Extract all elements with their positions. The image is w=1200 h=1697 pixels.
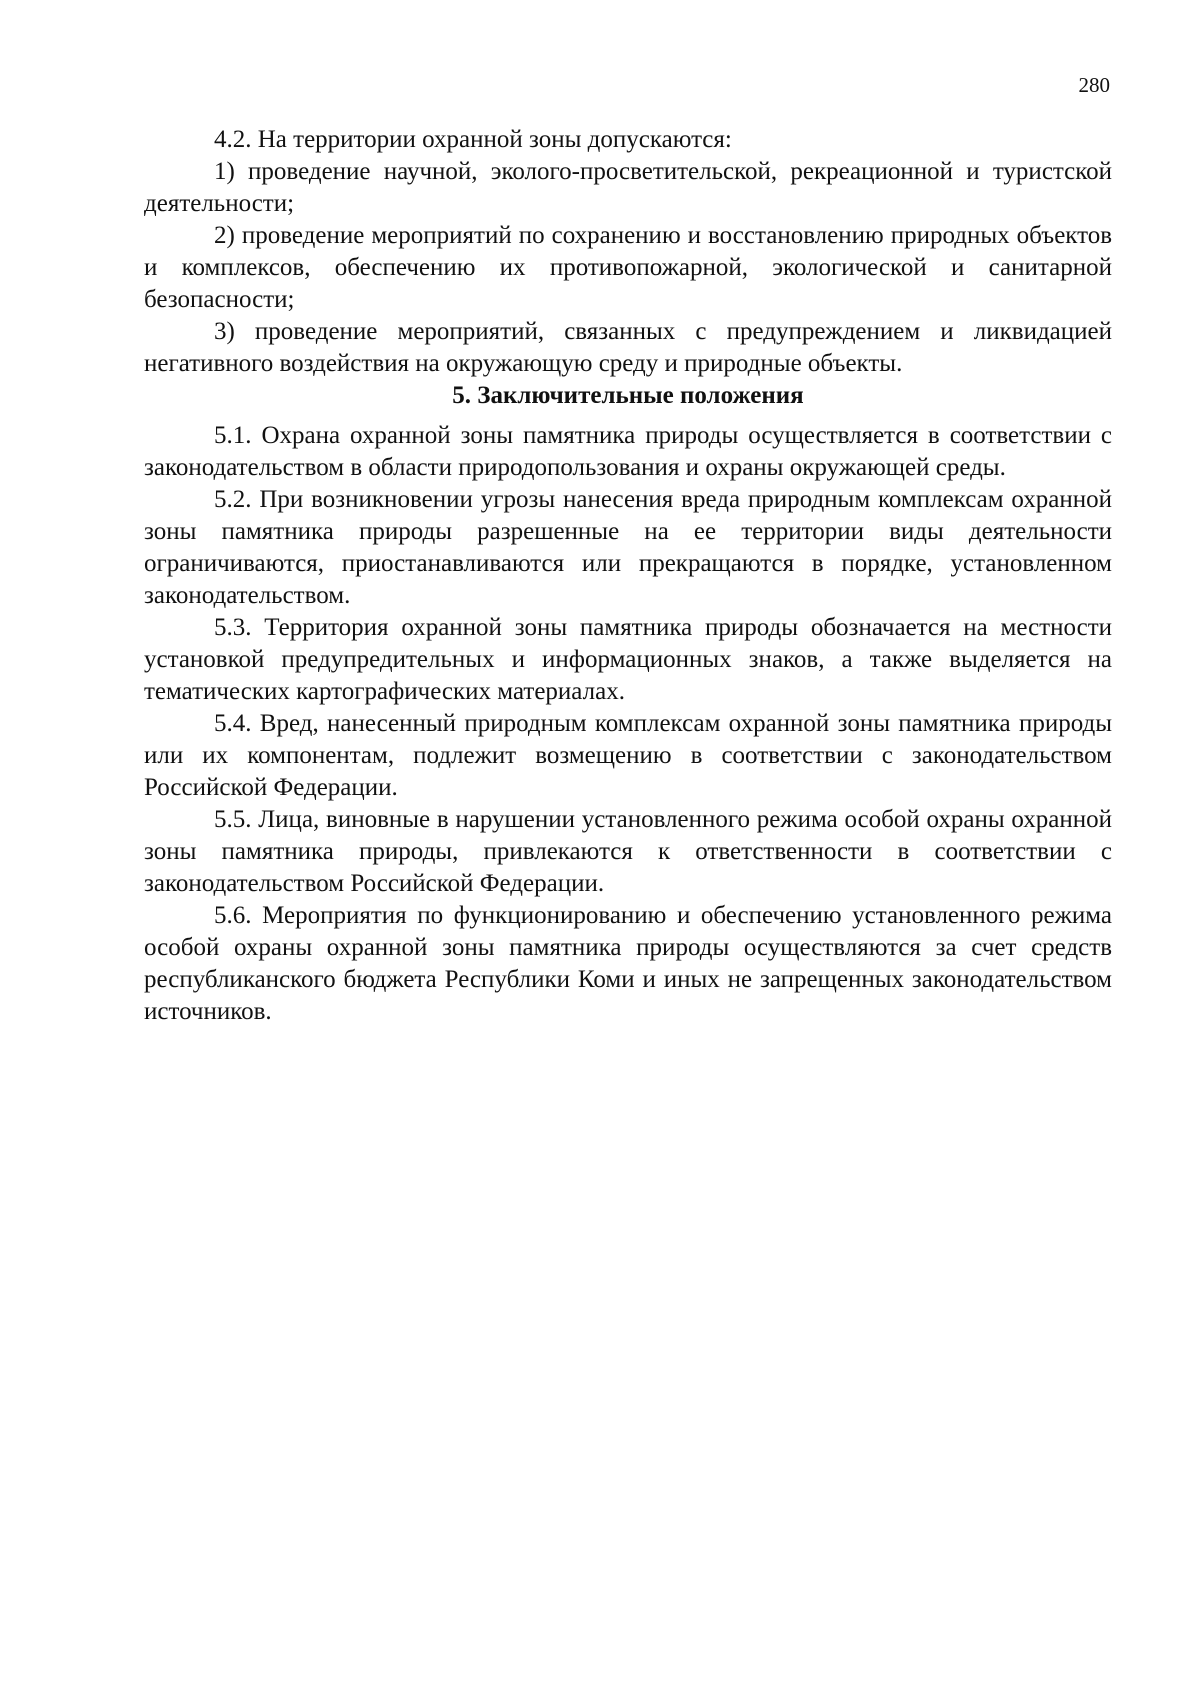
document-body (144, 124, 1112, 1028)
paragraph-5-5: 5.5. Лица, виновные в нарушении установленного режима особой охраны охранной зоны памятника природы, привлекаются к ответственности в соответствии с законодательством Российской Федерации. (144, 806, 1112, 897)
paragraph-4-2-item-1: 1) проведение научной, эколого-просветительской, рекреационной и туристской деятельности; (144, 158, 1112, 217)
section-5-heading: 5. Заключительные положения (452, 382, 804, 409)
paragraph-5-1: 5.1. Охрана охранной зоны памятника природы осуществляется в соответствии с законодательством в области природопользования и охраны окружающей среды. (144, 422, 1112, 481)
paragraph-4-2-item-3: 3) проведение мероприятий, связанных с предупреждением и ликвидацией негативного воздействия на окружающую среду и природные объекты. (144, 318, 1112, 377)
paragraph-5-2: 5.2. При возникновении угрозы нанесения вреда природным комплексам охранной зоны памятника природы разрешенные на ее территории виды деятельности ограничиваются, приостанавливаются или прекращаются в порядке, установленном законодательством. (144, 486, 1112, 609)
paragraph-5-4: 5.4. Вред, нанесенный природным комплексам охранной зоны памятника природы или их компонентам, подлежит возмещению в соответствии с законодательством Российской Федерации. (144, 710, 1112, 801)
paragraph-4-2-item-2: 2) проведение мероприятий по сохранению и восстановлению природных объектов и комплексов, обеспечению их противопожарной, экологической и санитарной безопасности; (144, 222, 1112, 313)
paragraph-4-2: 4.2. На территории охранной зоны допускаются: (214, 126, 732, 153)
paragraph-5-3: 5.3. Территория охранной зоны памятника природы обозначается на местности установкой предупредительных и информационных знаков, а также выделяется на тематических картографических материалах. (144, 614, 1112, 705)
page-number: 280 (1078, 73, 1110, 97)
paragraph-5-6: 5.6. Мероприятия по функционированию и обеспечению установленного режима особой охраны охранной зоны памятника природы осуществляются за счет средств республиканского бюджета Республики Коми и иных не запрещенных законодательством источников. (144, 902, 1112, 1025)
